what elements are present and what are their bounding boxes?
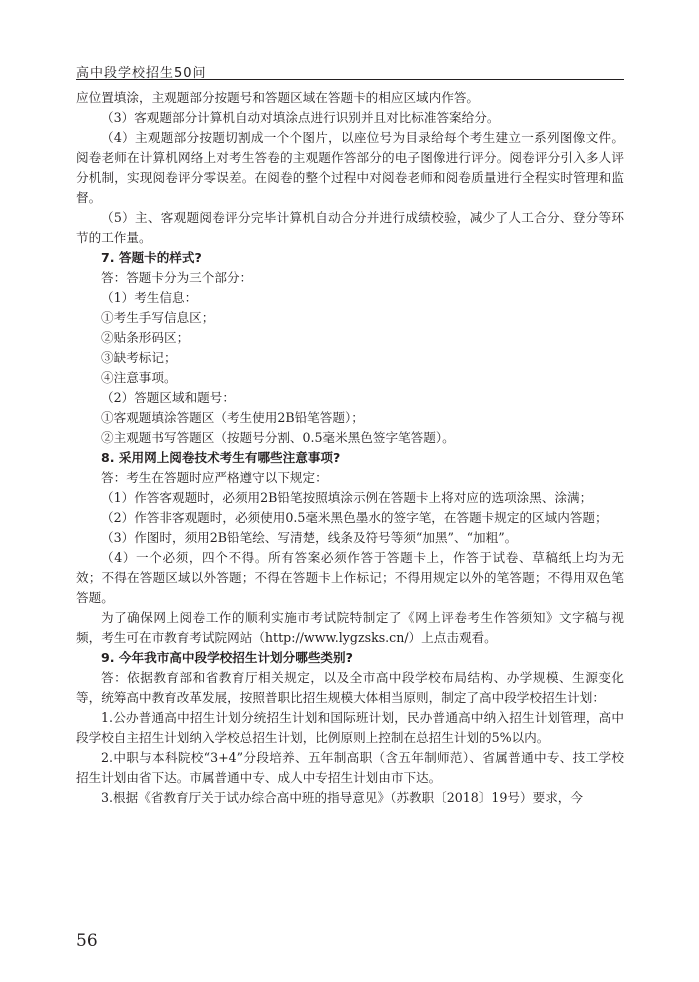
paragraph: ②贴条形码区； [101, 330, 190, 345]
paragraph: （1）作答客观题时，必须用2B铅笔按照填涂示例在答题卡上将对应的选项涂黑、涂满； [101, 490, 593, 505]
document-body [76, 88, 624, 808]
paragraph: ②主观题书写答题区（按题号分割、0.5毫米黑色签字笔答题）。 [101, 430, 455, 445]
paragraph: 3.根据《省教育厅关于试办综合高中班的指导意见》（苏教职〔2018〕19号）要求，今 [101, 790, 583, 805]
question-heading: 7. 答题卡的样式? [101, 250, 202, 265]
page-number: 56 [76, 931, 98, 951]
paragraph: （3）作图时，须用2B铅笔绘、写清楚，线条及符号等须“加黑”、“加粗”。 [101, 530, 518, 545]
paragraph: （4）一个必须，四个不得。所有答案必须作答于答题卡上，作答于试卷、草稿纸上均为无效；不得在答题区域以外答题；不得在答题卡上作标记；不得用规定以外的笔答题；不得用双色笔答题。 [76, 550, 624, 605]
paragraph: ④注意事项。 [101, 370, 177, 385]
paragraph: 1.公办普通高中招生计划分统招生计划和国际班计划，民办普通高中纳入招生计划管理，高中段学校自主招生计划纳入学校总招生计划，比例原则上控制在总招生计划的5%以内。 [76, 710, 624, 745]
question-heading: 8. 采用网上阅卷技术考生有哪些注意事项? [101, 450, 341, 465]
paragraph: （2）答题区域和题号： [101, 390, 235, 405]
paragraph: 答：考生在答题时应严格遵守以下规定： [101, 470, 328, 485]
running-header-title: 高中段学校招生50问 [76, 66, 207, 81]
paragraph: ③缺考标记； [101, 350, 177, 365]
paragraph: 答：答题卡分为三个部分： [101, 270, 253, 285]
paragraph: 应位置填涂，主观题部分按题号和答题区域在答题卡的相应区域内作答。 [76, 90, 479, 105]
paragraph: （1）考生信息： [101, 290, 198, 305]
paragraph: ①客观题填涂答题区（考生使用2B铅笔答题）； [101, 410, 364, 425]
paragraph: （4）主观题部分按题切割成一个个图片，以座位号为目录给每个考生建立一系列图像文件。阅卷老师在计算机网络上对考生答卷的主观题作答部分的电子图像进行评分。阅卷评分引入多人评分机制，实现阅卷评分零误差。在阅卷的整个过程中对阅卷老师和阅卷质量进行全程实时管理和监督。 [76, 130, 624, 205]
paragraph: ①考生手写信息区； [101, 310, 215, 325]
paragraph: （2）作答非客观题时，必须使用0.5毫米黑色墨水的签字笔，在答题卡规定的区域内答题； [101, 510, 608, 525]
paragraph: （5）主、客观题阅卷评分完毕计算机自动合分并进行成绩校验，减少了人工合分、登分等环节的工作量。 [76, 210, 624, 245]
question-heading: 9. 今年我市高中段学校招生计划分哪些类别? [101, 650, 353, 665]
paragraph: 2.中职与本科院校“3+4”分段培养、五年制高职（含五年制师范）、省属普通中专、技工学校招生计划由省下达。市属普通中专、成人中专招生计划由市下达。 [76, 750, 624, 785]
header-divider [76, 79, 624, 80]
paragraph: （3）客观题部分计算机自动对填涂点进行识别并且对比标准答案给分。 [101, 110, 500, 125]
paragraph: 为了确保网上阅卷工作的顺利实施市考试院特制定了《网上评卷考生作答须知》文字稿与视频，考生可在市教育考试院网站（http://www.lygzsks.cn/）上点击观看。 [76, 610, 624, 645]
paragraph: 答：依据教育部和省教育厅相关规定，以及全市高中段学校布局结构、办学规模、生源变化等，统筹高中教育改革发展，按照普职比招生规模大体相当原则，制定了高中段学校招生计划： [76, 670, 624, 705]
